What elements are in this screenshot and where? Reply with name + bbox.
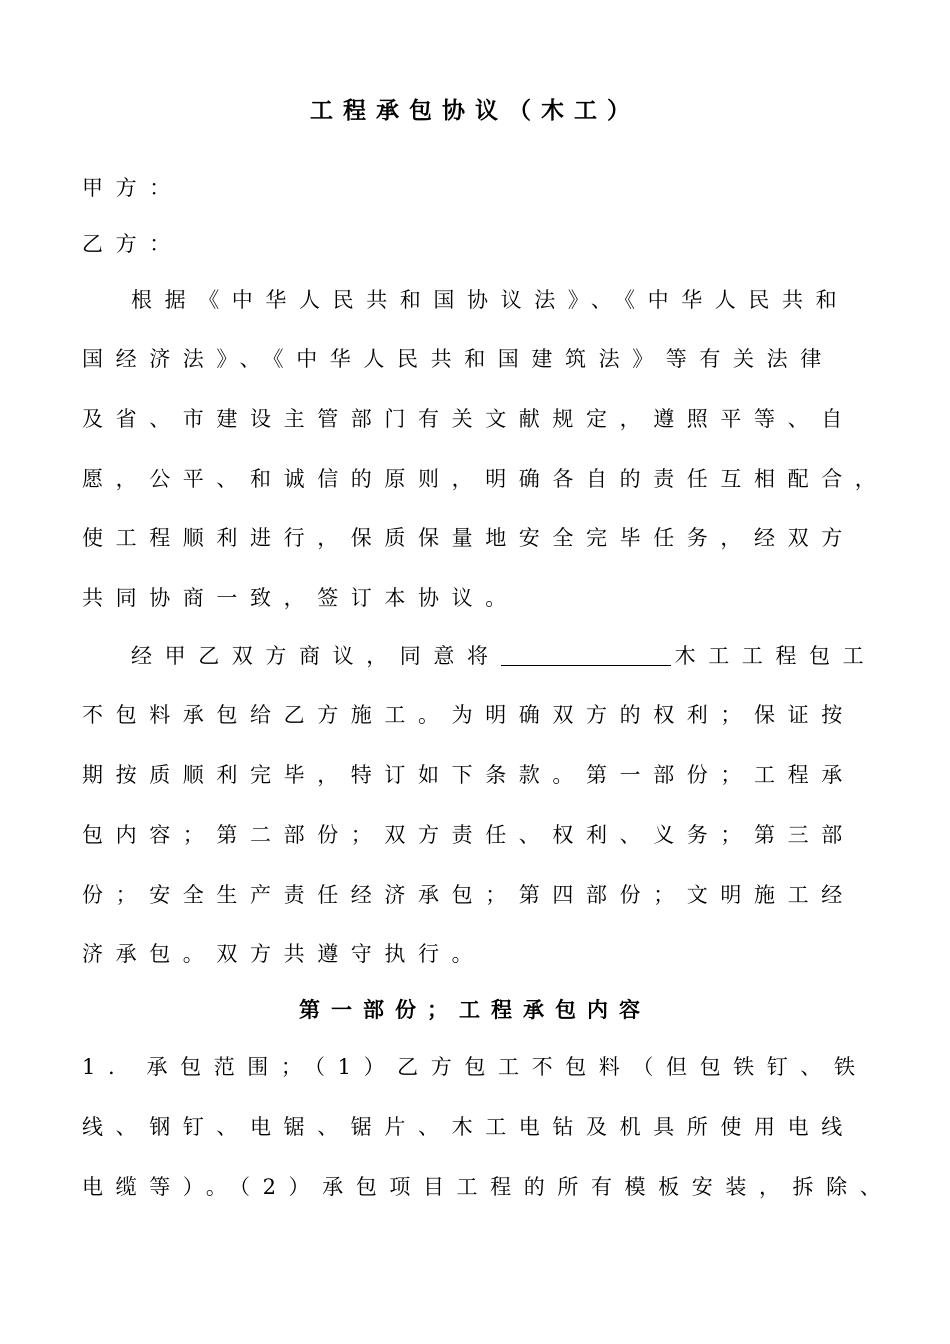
- paragraph2-text-before-blank: 经甲乙双方商议，同意将: [131, 644, 501, 668]
- paragraph1-line: 根据《中华人民共和国协议法》、《中华人民共和: [131, 288, 850, 312]
- party-b-label: 乙方：: [82, 232, 183, 256]
- section1-heading: 第一部份；工程承包内容: [299, 997, 651, 1022]
- paragraph1-line: 及省、市建设主管部门有关文献规定，遵照平等、自: [82, 407, 855, 431]
- paragraph2-line: 包内容；第二部份；双方责任、权利、义务；第三部: [82, 823, 855, 847]
- paragraph1-line: 使工程顺利进行，保质保量地安全完毕任务，经双方: [82, 526, 855, 550]
- paragraph1-line: 共同协商一致，签订本协议。: [82, 586, 519, 610]
- paragraph2-first-line: [131, 640, 876, 672]
- paragraph1-line: 国经济法》、《中华人民共和国建筑法》等有关法律: [82, 347, 834, 371]
- project-name-blank: [501, 641, 671, 666]
- paragraph2-line: 不包料承包给乙方施工。为明确双方的权利；保证按: [82, 703, 855, 727]
- paragraph2-text-after-blank: 木工工程包工: [674, 644, 877, 668]
- paragraph2-line: 期按质顺利完毕，特订如下条款。第一部份；工程承: [82, 763, 855, 787]
- section1-line: 线、钢钉、电锯、锯片、木工电钻及机具所使用电线: [82, 1115, 855, 1139]
- section1-line: 1. 承包范围；（1）乙方包工不包料（但包铁钉、铁: [82, 1055, 868, 1079]
- paragraph2-line: 份；安全生产责任经济承包；第四部份；文明施工经: [82, 883, 855, 907]
- document-title: 工程承包协议（木工）: [310, 97, 640, 124]
- party-a-label: 甲方：: [82, 176, 183, 200]
- paragraph2-line: 济承包。双方共遵守执行。: [82, 942, 486, 966]
- section1-line: 电缆等）。（2）承包项目工程的所有模板安装，拆除、: [82, 1175, 894, 1199]
- paragraph1-line: 愿，公平、和诚信的原则，明确各自的责任互相配合，: [82, 467, 889, 491]
